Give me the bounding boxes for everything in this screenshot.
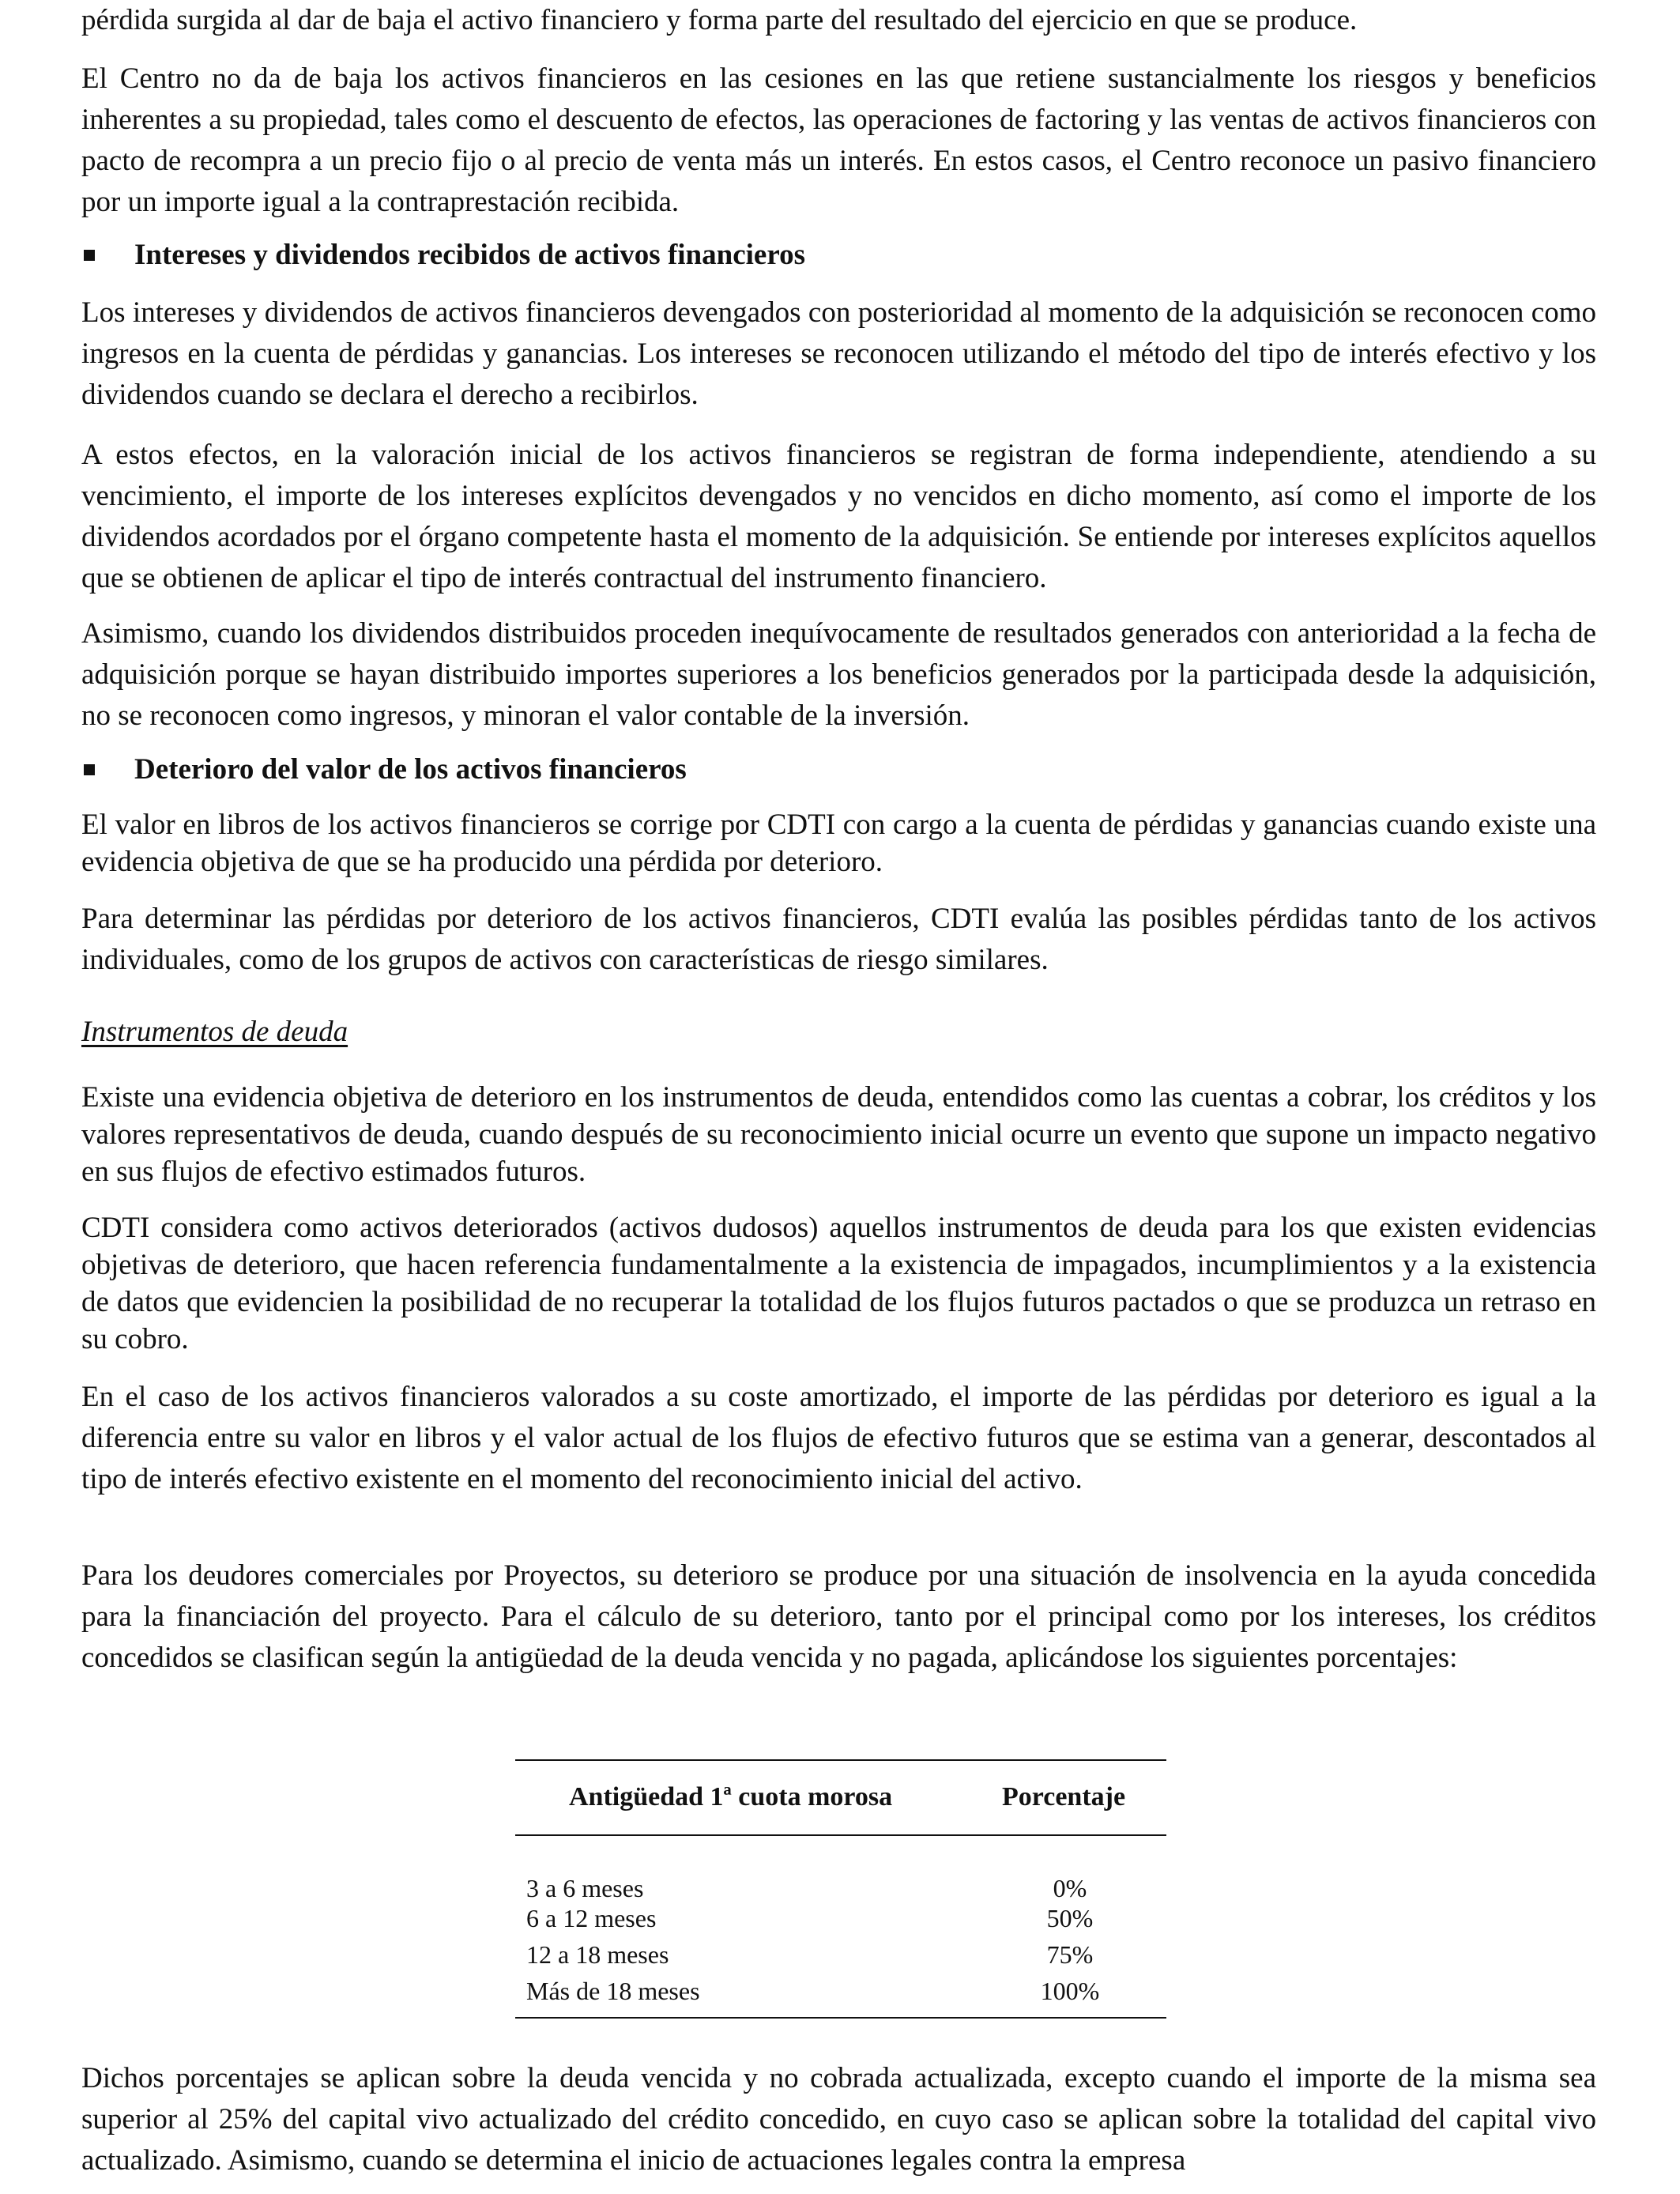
paragraph-activos-dudosos: CDTI considera como activos deteriorados (activos dudosos) aquellos instrumentos de deuda para los que existen evidencias objetivas de deterioro, que hacen referencia fundamentalmente a la existencia de impagados, incumplimientos y a la existencia de datos que evidencien la posibilidad de no recuperar la totalidad de los flujos futuros pactados o que se produzca un retraso en su cobro.	[81, 1212, 1596, 1355]
paragraph-perdidas-deterioro: Para determinar las pérdidas por deterioro de los activos financieros, CDTI evalúa las posibles pérdidas tanto de los activos individuales, como de los grupos de activos con características de riesgo similares.	[81, 903, 1596, 976]
paragraph-evidencia-objetiva: Existe una evidencia objetiva de deterioro en los instrumentos de deuda, entendidos como las cuentas a cobrar, los créditos y los valores representativos de deuda, cuando después de su reconocimiento inicial ocurre un evento que supone un impacto negativo en sus flujos de efectivo estimados futuros.	[81, 1081, 1596, 1188]
table-bottom-rule	[515, 2017, 1166, 2019]
paragraph-cesiones: El Centro no da de baja los activos financieros en las cesiones en las que retiene sustancialmente los riesgos y beneficios inherentes a su propiedad, tales como el descuento de efectos, las operaciones de factoring y las ventas de activos financieros con pacto de recompra a un precio fijo o al precio de venta más un interés. En estos casos, el Centro reconoce un pasivo financiero por un importe igual a la contraprestación recibida.	[81, 62, 1596, 218]
heading-text: Intereses y dividendos recibidos de activos financieros	[134, 239, 805, 271]
paragraph-intereses-dividendos: Los intereses y dividendos de activos financieros devengados con posterioridad al momento de la adquisición se reconocen como ingresos en la cuenta de pérdidas y ganancias. Los intereses se reconocen utilizando el método del tipo de interés efectivo y los dividendos cuando se declara el derecho a recibirlos.	[81, 296, 1596, 411]
paragraph-valoracion-inicial: A estos efectos, en la valoración inicial de los activos financieros se registran de forma independiente, atendiendo a su vencimiento, el importe de los intereses explícitos devengados y no vencidos en dicho momento, así como el importe de los dividendos acordados por el órgano competente hasta el momento de la adquisición. Se entiende por intereses explícitos aquellos que se obtienen de aplicar el tipo de interés contractual del instrumento financiero.	[81, 439, 1596, 594]
table-cell-period: 12 a 18 meses	[526, 1940, 669, 1969]
square-bullet-icon	[84, 764, 95, 775]
paragraph-coste-amortizado: En el caso de los activos financieros valorados a su coste amortizado, el importe de las pérdidas por deterioro es igual a la diferencia entre su valor en libros y el valor actual de los flujos de efectivo futuros que se estima van a generar, descontados al tipo de interés efectivo existente en el momento del reconocimiento inicial del activo.	[81, 1381, 1596, 1495]
heading-text: Deterioro del valor de los activos financieros	[134, 753, 687, 786]
table-top-rule	[515, 1759, 1166, 1761]
table-cell-period: 3 a 6 meses	[526, 1874, 644, 1902]
table-cell-percent: 75%	[1046, 1940, 1094, 1969]
table-cell-period: Más de 18 meses	[526, 1977, 700, 2005]
table-cell-percent: 50%	[1046, 1904, 1094, 1932]
subheading-instrumentos-deuda: Instrumentos de deuda	[81, 1016, 348, 1048]
square-bullet-icon	[84, 250, 95, 261]
paragraph-valor-libros: El valor en libros de los activos financieros se corrige por CDTI con cargo a la cuenta de pérdidas y ganancias cuando existe una evidencia objetiva de que se ha producido una pérdida por deterioro.	[81, 809, 1596, 878]
section-heading-intereses	[81, 235, 1596, 276]
table-cell-percent: 0%	[1053, 1874, 1087, 1902]
table-header-porcentaje: Porcentaje	[1002, 1782, 1126, 1811]
paragraph-deudores-comerciales: Para los deudores comerciales por Proyectos, su deterioro se produce por una situación de insolvencia en la ayuda concedida para la financiación del proyecto. Para el cálculo de su deterioro, tanto por el principal como por los intereses, los créditos concedidos se clasifican según la antigüedad de la deuda vencida y no pagada, aplicándose los siguientes porcentajes:	[81, 1559, 1596, 1674]
paragraph-porcentajes-aplicacion: Dichos porcentajes se aplican sobre la deuda vencida y no cobrada actualizada, excepto cuando el importe de la misma sea superior al 25% del capital vivo actualizado del crédito concedido, en cuyo caso se aplican sobre la totalidad del capital vivo actualizado. Asimismo, cuando se determina el inicio de actuaciones legales contra la empresa	[81, 2062, 1596, 2177]
table-cell-percent: 100%	[1040, 1977, 1100, 2005]
table-header-rule	[515, 1834, 1166, 1836]
paragraph-baja-resultado: pérdida surgida al dar de baja el activo financiero y forma parte del resultado del ejercicio en que se produce.	[81, 4, 1358, 36]
table-cell-period: 6 a 12 meses	[526, 1904, 657, 1932]
table-header-antiguedad: Antigüedad 1ª cuota morosa	[569, 1782, 893, 1811]
section-heading-deterioro	[81, 749, 1596, 790]
paragraph-dividendos-distribuidos: Asimismo, cuando los dividendos distribuidos proceden inequívocamente de resultados generados con anterioridad a la fecha de adquisición porque se hayan distribuido importes superiores a los beneficios generados por la participada desde la adquisición, no se reconocen como ingresos, y minoran el valor contable de la inversión.	[81, 617, 1596, 732]
